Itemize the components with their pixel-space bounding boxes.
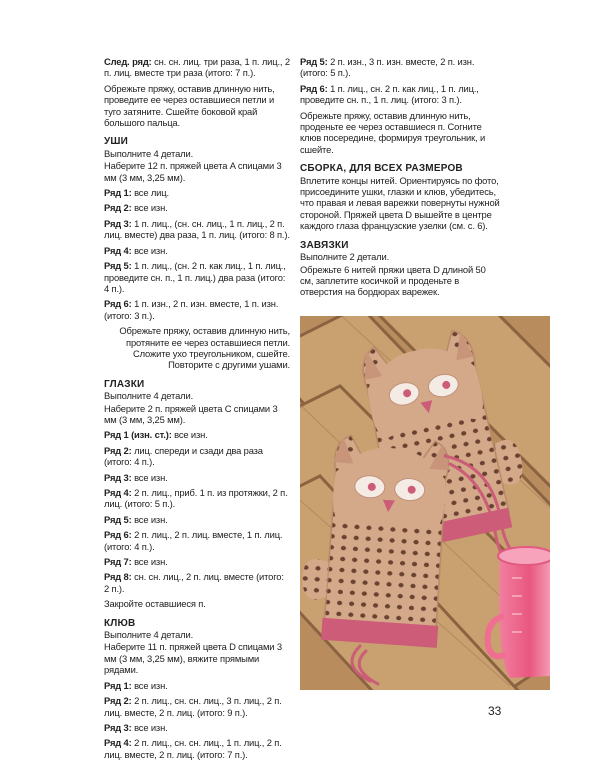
row-text: Выполните 4 детали.	[104, 629, 194, 641]
paragraph	[300, 251, 500, 262]
row-text: Наберите 2 п. пряжей цвета C спицами 3 мм (3 мм, 3,25 мм).	[104, 402, 278, 425]
instruction-row	[104, 202, 290, 213]
right-column	[300, 56, 500, 302]
paragraph	[104, 390, 290, 401]
instruction-row	[104, 472, 290, 483]
row-label: Ряд 6:	[104, 298, 132, 310]
mittens-photo	[300, 316, 550, 690]
row-label: Ряд 3:	[104, 471, 132, 483]
row-label: Ряд 4:	[104, 244, 132, 256]
row-text: Выполните 4 детали.	[104, 390, 194, 402]
paragraph	[104, 160, 290, 183]
paragraph	[104, 83, 290, 129]
paragraph	[104, 598, 290, 609]
row-label: Ряд 3:	[104, 217, 132, 229]
instruction-row	[104, 529, 290, 552]
instruction-row	[300, 56, 500, 79]
row-label: Ряд 6:	[300, 82, 328, 94]
row-text: Обрежьте 6 нитей пряжи цвета D длиной 50 см, заплетите косичкой и проденьте в отверстия на бордюрах варежек.	[300, 263, 486, 298]
instruction-row	[104, 429, 290, 440]
row-text: Наберите 11 п. пряжей цвета D спицами 3 мм (3 мм, 3,25 мм), вяжите прямыми рядами.	[104, 641, 282, 676]
instruction-row	[104, 260, 290, 294]
paragraph	[300, 110, 500, 156]
row-label: Ряд 2:	[104, 444, 132, 456]
instruction-row	[104, 514, 290, 525]
paragraph	[104, 325, 290, 371]
row-text: 2 п. изн., 3 п. изн. вместе, 2 п. изн. (итого: 5 п.).	[300, 56, 475, 79]
row-label: Ряд 1:	[104, 187, 132, 199]
row-text: все изн.	[134, 471, 168, 483]
row-text: 1 п. лиц., (сн. 2 п. как лиц., 1 п. лиц., проведите сн. п., 1 п. лиц.) два раза (итого: 4 п.).	[104, 260, 286, 294]
row-label: Ряд 5:	[300, 56, 328, 67]
instruction-row	[104, 571, 290, 594]
row-label: Ряд 1 (изн. ст.):	[104, 429, 172, 441]
row-text: Наберите 12 п. пряжей цвета A спицами 3 мм (3 мм, 3,25 мм).	[104, 160, 282, 183]
paragraph	[104, 148, 290, 159]
row-text: 1 п. лиц., сн. 2 п. как лиц., 1 п. лиц., проведите сн. п., 1 п. лиц. (итого: 3 п.).	[300, 82, 479, 106]
row-text: сн. сн. лиц., 2 п. лиц. вместе (итого: 2 п.).	[104, 571, 284, 594]
row-label: Ряд 8:	[104, 571, 132, 583]
row-text: Обрежьте пряжу, оставив длинную нить, протяните ее через оставшиеся петли. Сложите ухо треугольником, сшейте. Повторите с другими ушами.	[119, 325, 290, 371]
instruction-row	[104, 218, 290, 241]
row-text: 1 п. изн., 2 п. изн. вместе, 1 п. изн. (итого: 3 п.).	[104, 298, 279, 321]
row-text: сн. сн. лиц. три раза, 1 п. лиц., 2 п. лиц. вместе три раза (итого: 7 п.).	[104, 56, 290, 79]
section-heading: УШИ	[104, 136, 129, 148]
section-heading: СБОРКА, ДЛЯ ВСЕХ РАЗМЕРОВ	[300, 163, 463, 175]
paragraph	[300, 175, 500, 232]
page-number: 33	[488, 704, 502, 718]
left-column	[104, 56, 290, 764]
row-text: 2 п. лиц., 2 п. лиц. вместе, 1 п. лиц. (итого: 4 п.).	[104, 529, 283, 552]
row-text: 2 п. лиц., сн. сн. лиц., 1 п. лиц., 2 п. лиц. вместе, 2 п. лиц. (итого: 7 п.).	[104, 737, 282, 760]
instruction-row	[104, 445, 290, 468]
row-text: 1 п. лиц., (сн. сн. лиц., 1 п. лиц., 2 п. лиц. вместе) два раза, 1 п. лиц. (итого: 8 п.).	[104, 217, 290, 241]
row-text: Обрежьте пряжу, оставив длинную нить, проведите ее через оставшиеся петли и туго затяните. Сшейте боковой край большого пальца.	[104, 82, 275, 129]
paragraph	[104, 641, 290, 675]
instruction-row	[104, 487, 290, 510]
row-text: все изн.	[134, 513, 168, 525]
row-text: все лиц.	[134, 187, 169, 199]
row-text: все изн.	[134, 556, 168, 568]
row-label: Ряд 4:	[104, 737, 132, 749]
instruction-row	[104, 556, 290, 567]
instruction-row	[104, 187, 290, 198]
row-text: все изн.	[134, 244, 168, 256]
row-label: Ряд 5:	[104, 513, 132, 525]
row-label: След. ряд:	[104, 56, 152, 67]
row-text: 2 п. лиц., приб. 1 п. из протяжки, 2 п. лиц. (итого: 5 п.).	[104, 487, 288, 510]
section-heading: ГЛАЗКИ	[104, 378, 145, 390]
row-text: все изн.	[134, 679, 168, 691]
row-label: Ряд 5:	[104, 260, 132, 272]
row-label: Ряд 7:	[104, 556, 132, 568]
paragraph	[104, 629, 290, 640]
row-text: Выполните 2 детали.	[300, 251, 390, 263]
instruction-row	[300, 83, 500, 106]
instruction-row	[104, 680, 290, 691]
row-text: Вплетите концы нитей. Ориентируясь по фото, присоедините ушки, глазки и клюв, убедитесь, что правая и левая варежки повернуты нужной стороной. Пряжей цвета D вышейте в центре каждого глаза французские узелки (см. с. 6).	[300, 174, 500, 232]
paragraph	[104, 403, 290, 426]
section-heading: ЗАВЯЗКИ	[300, 239, 349, 251]
row-label: Ряд 2:	[104, 695, 132, 707]
row-label: Ряд 2:	[104, 202, 132, 214]
row-text: лиц. спереди и сзади два раза (итого: 4 п.).	[104, 444, 263, 468]
row-text: все изн.	[134, 721, 168, 733]
row-text: 2 п. лиц., сн. сн. лиц., 3 п. лиц., 2 п. лиц. вместе, 2 п. лиц. (итого: 9 п.).	[104, 695, 282, 718]
section-heading: КЛЮВ	[104, 617, 136, 629]
row-text: Закройте оставшиеся п.	[104, 598, 206, 610]
instruction-row	[104, 245, 290, 256]
row-text: Выполните 4 детали.	[104, 147, 194, 159]
row-text: все изн.	[174, 429, 208, 441]
row-text: Обрежьте пряжу, оставив длинную нить, проденьте ее через оставшиеся п. Согните клюв посередине, формируя треугольник, и сшейте.	[300, 109, 486, 155]
paragraph	[300, 264, 500, 298]
instruction-row	[104, 298, 290, 321]
row-label: Ряд 4:	[104, 487, 132, 498]
instruction-row	[104, 722, 290, 733]
row-label: Ряд 3:	[104, 721, 132, 733]
row-text: все изн.	[134, 202, 168, 214]
instruction-row	[104, 737, 290, 760]
row-label: Ряд 6:	[104, 529, 132, 541]
instruction-row	[104, 695, 290, 718]
instruction-row	[104, 56, 290, 79]
row-label: Ряд 1:	[104, 679, 132, 691]
